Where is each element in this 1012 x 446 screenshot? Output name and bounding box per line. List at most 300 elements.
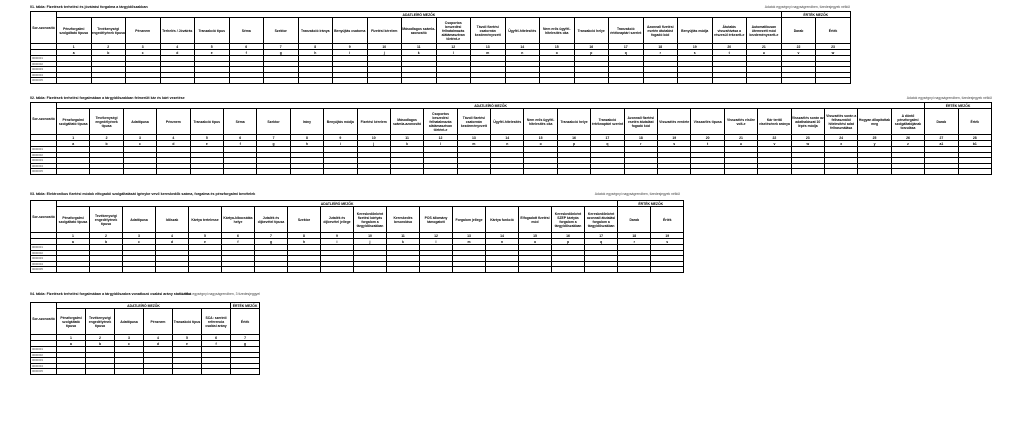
column-header: Kár terítő viselésének aránya [758, 109, 791, 135]
data-cell[interactable] [123, 267, 156, 273]
column-header: Visszaélés során a felhasználói hitelesítési adat felhasználása [824, 109, 857, 135]
column-number: 4 [156, 233, 189, 239]
column-number: 1 [57, 44, 92, 50]
value-fields-header: ÉRTÉK MEZŐK [781, 12, 850, 18]
column-header: Benyújtás módja [678, 18, 713, 44]
data-cell[interactable] [824, 169, 857, 175]
column-header: Nem erős ügyfél-hitelesítés oka [540, 18, 575, 44]
column-letter: j [357, 141, 390, 147]
column-number: 1 [57, 335, 86, 341]
column-header: Másodlagos számla-azonosító [402, 18, 437, 44]
column-letter: e [189, 239, 222, 245]
column-header: Csoportos beszedési felhatalmazás alátámasztvan történt-e [424, 109, 457, 135]
column-letter: u [724, 141, 757, 147]
column-header: Pénznem [157, 109, 190, 135]
column-letter: c [123, 141, 156, 147]
data-cell[interactable] [321, 267, 354, 273]
row-id: 0000004 [31, 363, 57, 369]
column-number: 13 [453, 233, 486, 239]
column-letter: h [288, 239, 321, 245]
data-cell[interactable] [747, 78, 782, 84]
column-letter: s [658, 141, 691, 147]
column-header: Automatikusan ütemezett mód kezdeményezett-e [747, 18, 782, 44]
column-letter: i [324, 141, 357, 147]
column-header: Irány [290, 109, 323, 135]
column-number: 15 [524, 135, 557, 141]
row-id: 0000005 [31, 169, 57, 175]
column-letter: a [57, 341, 86, 347]
column-header: Forgalom jellege [453, 207, 486, 233]
column-letter: r [643, 50, 678, 56]
data-cell[interactable] [390, 169, 423, 175]
data-cell[interactable] [658, 169, 691, 175]
column-letter: j [367, 50, 402, 56]
column-letter: k [402, 50, 437, 56]
column-number: 4 [144, 335, 173, 341]
column-number: 18 [624, 135, 657, 141]
column-header: Jutalék és díjbevétel jellege [321, 207, 354, 233]
column-header: Adattípusa [123, 207, 156, 233]
column-letter: g [264, 50, 299, 56]
data-cell[interactable] [491, 169, 524, 175]
column-letter: m [453, 239, 486, 245]
column-number: 1 [57, 233, 90, 239]
table-unit-note: Adatok egységnyi nagyságrendben, tizedesjegyek nélkül [764, 5, 850, 9]
table-title: 01. tábla: Fizetések terhelési és jóváírási forgalma a tárgyidőszakban [30, 5, 148, 9]
column-header: Távoli fizetési csatornán kezdeményezett [457, 109, 490, 135]
column-letter: s [651, 239, 684, 245]
column-header: Kártya-kibocsátás helye [222, 207, 255, 233]
column-number: 16 [574, 44, 609, 50]
descriptive-fields-header: ADATLEÍRÓ MEZŐK [57, 201, 618, 207]
column-header: Fizetési kérelem [357, 109, 390, 135]
data-cell[interactable] [585, 267, 618, 273]
column-number: 21 [747, 44, 782, 50]
data-cell[interactable] [858, 169, 891, 175]
column-header: Azonnali fizetési esetén átutalást fogadó kód [624, 109, 657, 135]
column-number: 16 [552, 233, 585, 239]
column-number: 7 [255, 233, 288, 239]
column-letter: a [57, 141, 90, 147]
column-header: Érték [651, 207, 684, 233]
column-header: Tranzakció típus [195, 18, 230, 44]
data-cell[interactable] [420, 267, 453, 273]
column-number: 1 [57, 135, 90, 141]
column-number: 7 [231, 335, 260, 341]
value-fields-header: ÉRTÉK MEZŐK [618, 201, 684, 207]
column-header: POS állomány támogatott [420, 207, 453, 233]
data-cell[interactable] [91, 78, 126, 84]
column-number: 25 [858, 135, 891, 141]
column-number: 6 [202, 335, 231, 341]
column-header: Tranzakció iránya [298, 18, 333, 44]
data-cell[interactable] [505, 78, 540, 84]
table-row [31, 369, 260, 375]
data-cell[interactable] [724, 169, 757, 175]
column-number: 10 [354, 233, 387, 239]
column-number: 2 [86, 335, 115, 341]
data-cell[interactable] [781, 78, 816, 84]
column-number: 22 [758, 135, 791, 141]
column-letter: b [86, 341, 115, 347]
data-cell[interactable] [57, 267, 90, 273]
column-header: Adattípusa [123, 109, 156, 135]
data-cell[interactable] [453, 267, 486, 273]
data-cell[interactable] [57, 369, 86, 375]
column-header: Benyújtás csatorna [333, 18, 368, 44]
column-letter: m [457, 141, 490, 147]
row-id-header: Sor-szonosító [31, 12, 57, 44]
data-cell[interactable] [231, 369, 260, 375]
data-cell[interactable] [618, 267, 651, 273]
data-cell[interactable] [367, 78, 402, 84]
column-letter: t [691, 141, 724, 147]
data-cell[interactable] [223, 169, 256, 175]
column-number: 10 [367, 44, 402, 50]
data-cell[interactable] [624, 169, 657, 175]
column-letter: h [298, 50, 333, 56]
column-letter: g [255, 239, 288, 245]
column-number: 19 [658, 135, 691, 141]
data-cell[interactable] [758, 169, 791, 175]
data-table [30, 11, 851, 84]
column-letter: o [519, 239, 552, 245]
data-cell[interactable] [925, 169, 958, 175]
column-number: 6 [222, 233, 255, 239]
descriptive-fields-header: ADATLEÍRÓ MEZŐK [57, 103, 925, 109]
column-header: Kártya funkció [486, 207, 519, 233]
column-header: Tranzakció helye [557, 109, 590, 135]
data-cell[interactable] [298, 78, 333, 84]
data-cell[interactable] [115, 369, 144, 375]
column-number: 5 [195, 44, 230, 50]
column-letter: f [229, 50, 264, 56]
data-cell[interactable] [457, 169, 490, 175]
column-letter: i [333, 50, 368, 56]
data-cell[interactable] [816, 78, 851, 84]
data-cell[interactable] [524, 169, 557, 175]
column-header: Érték [958, 109, 991, 135]
table-unit-note: Adatok egységnyi nagyságrendben, tizedesjegyek nélkül [906, 96, 992, 100]
table-title: 02. tábla: Fizetések terhelési forgalmában a tárgyidőszakban felmerült kár és kárt vezetése [30, 96, 185, 100]
data-cell[interactable] [288, 267, 321, 273]
column-number: 17 [585, 233, 618, 239]
column-letter: c [123, 239, 156, 245]
column-number: 8 [290, 135, 323, 141]
data-cell[interactable] [202, 369, 231, 375]
column-number: 7 [257, 135, 290, 141]
column-header: Tranzakció helye [574, 18, 609, 44]
data-table [30, 200, 684, 273]
column-letter: y [858, 141, 891, 147]
column-header: Adattípusa [115, 309, 144, 335]
data-cell[interactable] [90, 169, 123, 175]
column-letter: t [712, 50, 747, 56]
descriptive-fields-header: ADATLEÍRÓ MEZŐK [57, 303, 231, 309]
data-cell[interactable] [333, 78, 368, 84]
value-fields-header: ÉRTÉK MEZŐK [925, 103, 992, 109]
column-header: Darab [618, 207, 651, 233]
data-cell[interactable] [424, 169, 457, 175]
data-cell[interactable] [486, 267, 519, 273]
data-cell[interactable] [574, 78, 609, 84]
column-letter: c [115, 341, 144, 347]
row-id: 0000003 [31, 67, 57, 73]
column-number: 13 [471, 44, 506, 50]
column-letter: p [552, 239, 585, 245]
row-id: 0000003 [31, 158, 57, 164]
row-id: 0000003 [31, 256, 57, 262]
column-letter: b [90, 239, 123, 245]
column-letter: r [624, 141, 657, 147]
data-table [30, 302, 260, 375]
column-header: Nem erős ügyfél-hitelesítés oka [524, 109, 557, 135]
column-number: 6 [223, 135, 256, 141]
column-number: 20 [712, 44, 747, 50]
column-number: 5 [190, 135, 223, 141]
data-cell[interactable] [173, 369, 202, 375]
column-letter: l [436, 50, 471, 56]
data-cell[interactable] [57, 169, 90, 175]
column-header: Visszaélés típusa [691, 109, 724, 135]
data-cell[interactable] [324, 169, 357, 175]
data-cell[interactable] [290, 169, 323, 175]
data-cell[interactable] [157, 169, 190, 175]
data-cell[interactable] [678, 78, 713, 84]
column-number: 8 [288, 233, 321, 239]
data-cell[interactable] [712, 78, 747, 84]
column-letter: n [491, 141, 524, 147]
column-letter: n [486, 239, 519, 245]
row-id: 0000002 [31, 250, 57, 256]
column-letter: b1 [958, 141, 991, 147]
data-cell[interactable] [195, 78, 230, 84]
data-cell[interactable] [57, 78, 92, 84]
column-number: 24 [824, 135, 857, 141]
value-fields-header: ÉRTÉK MEZŐK [231, 303, 260, 309]
data-cell[interactable] [651, 267, 684, 273]
column-header: Szektor [288, 207, 321, 233]
column-number: 11 [402, 44, 437, 50]
column-letter: q [585, 239, 618, 245]
column-letter: d [156, 239, 189, 245]
data-cell[interactable] [591, 169, 624, 175]
column-number: 3 [126, 44, 161, 50]
column-number: 4 [157, 135, 190, 141]
column-letter: d [144, 341, 173, 347]
table-03-section [30, 192, 685, 280]
column-number: 16 [557, 135, 590, 141]
column-number: 8 [298, 44, 333, 50]
column-number: 19 [651, 233, 684, 239]
row-id: 0000004 [31, 72, 57, 78]
data-cell[interactable] [436, 78, 471, 84]
column-number: 2 [90, 135, 123, 141]
data-cell[interactable] [160, 78, 195, 84]
column-number: 20 [691, 135, 724, 141]
column-number: 9 [333, 44, 368, 50]
data-cell[interactable] [255, 267, 288, 273]
column-letter: e [195, 50, 230, 56]
column-letter: o [540, 50, 575, 56]
column-number: 10 [357, 135, 390, 141]
column-header: Kereskedés besorolása [387, 207, 420, 233]
column-header: Másodlagos számla-azonosító [390, 109, 423, 135]
data-cell[interactable] [891, 169, 924, 175]
column-letter: v [781, 50, 816, 56]
column-header: Érték [231, 309, 260, 335]
column-letter: z [891, 141, 924, 147]
column-letter: v [758, 141, 791, 147]
data-cell[interactable] [540, 78, 575, 84]
column-number: 23 [791, 135, 824, 141]
column-letter: a [57, 239, 90, 245]
column-number: 14 [491, 135, 524, 141]
column-letter: w [791, 141, 824, 147]
data-cell[interactable] [958, 169, 991, 175]
column-header: Érték [816, 18, 851, 44]
data-cell[interactable] [144, 369, 173, 375]
column-header: Időszak [156, 207, 189, 233]
column-number: 11 [390, 135, 423, 141]
data-cell[interactable] [557, 169, 590, 175]
column-header: Kereskedőnként SZEP kártyás forgalom a tárgyidőszakban [552, 207, 585, 233]
column-number: 17 [591, 135, 624, 141]
data-cell[interactable] [791, 169, 824, 175]
column-letter: l [420, 239, 453, 245]
row-id: 0000001 [31, 56, 57, 62]
row-id-header: Sor-szonosító [31, 201, 57, 233]
column-number: 11 [387, 233, 420, 239]
column-header: Visszaélés során az adathalászat 10 lépés módja [791, 109, 824, 135]
row-id: 0000005 [31, 78, 57, 84]
column-header: Ügyfél-hitelesítés [491, 109, 524, 135]
row-id: 0000004 [31, 163, 57, 169]
column-number: 2 [91, 44, 126, 50]
column-letter: n [505, 50, 540, 56]
data-cell[interactable] [123, 169, 156, 175]
table-04-section [30, 292, 262, 384]
column-number: 22 [781, 44, 816, 50]
column-number: 4 [160, 44, 195, 50]
column-number: 7 [264, 44, 299, 50]
column-letter: p [574, 50, 609, 56]
data-cell[interactable] [643, 78, 678, 84]
column-number: 14 [486, 233, 519, 239]
row-id: 0000003 [31, 358, 57, 364]
column-header: Kereskedőnként fizetési kártyás forgalom a tárgyidőszakban [354, 207, 387, 233]
column-number: 27 [925, 135, 958, 141]
row-id: 0000002 [31, 352, 57, 358]
data-cell[interactable] [519, 267, 552, 273]
column-number: 15 [519, 233, 552, 239]
column-header: A döntő pénzforgalmi szolgáltatójának torzulása [891, 109, 924, 135]
column-header: Pénzforgalmi szolgáltató típusa [57, 207, 90, 233]
column-letter: a1 [925, 141, 958, 147]
data-cell[interactable] [691, 169, 724, 175]
column-letter: a [57, 50, 92, 56]
data-cell[interactable] [471, 78, 506, 84]
data-cell[interactable] [264, 78, 299, 84]
column-header: Tranzakció típus [173, 309, 202, 335]
data-cell[interactable] [90, 267, 123, 273]
column-number: 15 [540, 44, 575, 50]
data-cell[interactable] [86, 369, 115, 375]
column-header: Tranzakció értéknaptári szerint [591, 109, 624, 135]
column-header: Szektor [264, 18, 299, 44]
table-row [31, 169, 992, 175]
data-cell[interactable] [402, 78, 437, 84]
data-cell[interactable] [257, 169, 290, 175]
column-letter: g [231, 341, 260, 347]
data-cell[interactable] [354, 267, 387, 273]
descriptive-fields-header: ADATLEÍRÓ MEZŐK [57, 12, 782, 18]
column-number: 26 [891, 135, 924, 141]
data-cell[interactable] [190, 169, 223, 175]
row-id: 0000001 [31, 245, 57, 251]
table-title: 03. tábla: Elektronikus fizetési módok elfogadói szolgáltatását igénybe vevő kereskedők száma, forgalma és pénzforgalmi bevételek [30, 192, 256, 196]
column-header: Darab [925, 109, 958, 135]
data-cell[interactable] [229, 78, 264, 84]
column-number: 13 [457, 135, 490, 141]
column-header: Kereskedőnként azonnali átutalási forgalom a tárgyidőszakban [585, 207, 618, 233]
column-header: Pénzforgalmi szolgáltató típusa [57, 18, 92, 44]
column-letter: k [390, 141, 423, 147]
column-letter: r [618, 239, 651, 245]
column-number: 12 [424, 135, 457, 141]
column-number: 17 [609, 44, 644, 50]
column-number: 23 [816, 44, 851, 50]
column-header: Hogyan állapítottak meg [858, 109, 891, 135]
data-cell[interactable] [222, 267, 255, 273]
column-letter: l [424, 141, 457, 147]
data-cell[interactable] [357, 169, 390, 175]
row-id: 0000004 [31, 261, 57, 267]
column-letter: d [157, 141, 190, 147]
column-number: 18 [618, 233, 651, 239]
column-header: Séma [229, 18, 264, 44]
column-number: 6 [229, 44, 264, 50]
column-number: 3 [115, 335, 144, 341]
column-number: 21 [724, 135, 757, 141]
column-letter: e [190, 141, 223, 147]
data-cell[interactable] [552, 267, 585, 273]
column-number: 12 [436, 44, 471, 50]
table-row [31, 78, 851, 84]
column-letter: d [160, 50, 195, 56]
column-letter: w [816, 50, 851, 56]
column-number: 3 [123, 135, 156, 141]
column-letter: e [173, 341, 202, 347]
column-letter: b [91, 50, 126, 56]
column-letter: b [90, 141, 123, 147]
column-header: Séma [223, 109, 256, 135]
row-id: 0000005 [31, 369, 57, 375]
row-id-header: Sor-szonosító [31, 103, 57, 135]
column-header: Darab [781, 18, 816, 44]
column-letter: g [257, 141, 290, 147]
row-id-header: Sor-szonosító [31, 303, 57, 335]
table-unit-note: Adatok egységnyi nagyságrendben, 3 tizedesjeggyel [180, 292, 260, 296]
column-header: Tevékenységi engedélyének típusa [90, 207, 123, 233]
data-cell[interactable] [609, 78, 644, 84]
data-cell[interactable] [156, 267, 189, 273]
data-cell[interactable] [189, 267, 222, 273]
data-cell[interactable] [387, 267, 420, 273]
column-header: Elfogadott fizetési mód [519, 207, 552, 233]
data-cell[interactable] [126, 78, 161, 84]
column-number: 3 [123, 233, 156, 239]
